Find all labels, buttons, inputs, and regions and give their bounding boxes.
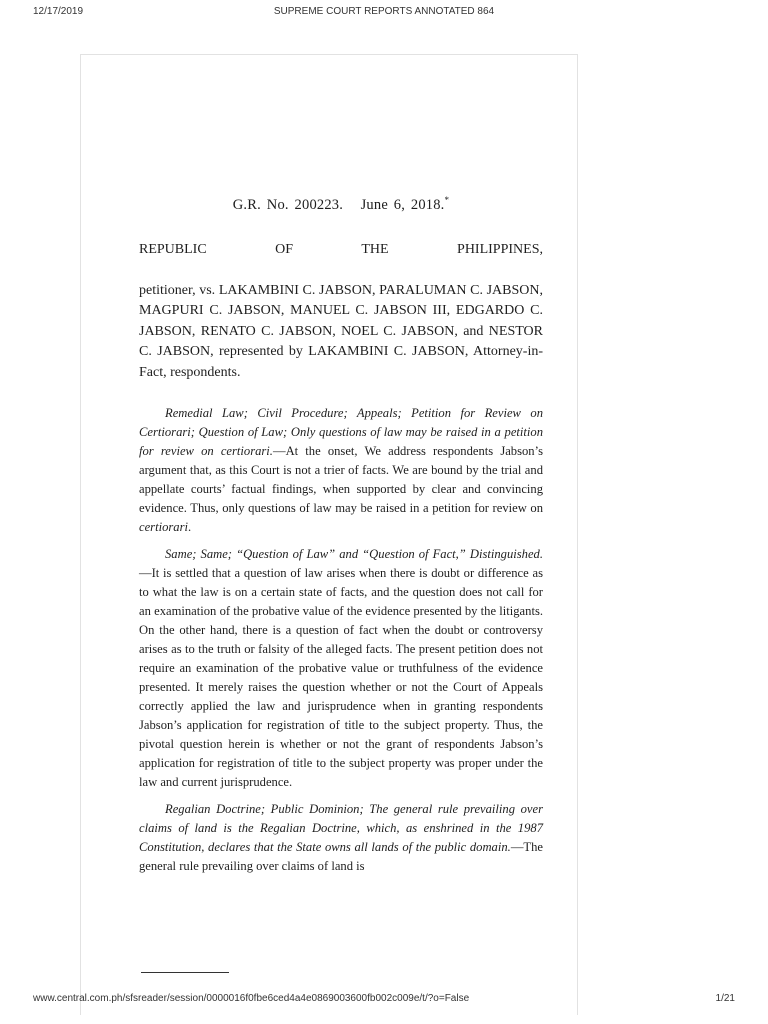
syllabus-paragraph-3 <box>139 800 543 876</box>
syllabus-body-2: —It is settled that a question of law arises when there is doubt or difference as to what the law is on a certain state of facts, and the question does not call for an examination of the probative value of the evidence presented by the litigants. On the other hand, there is a question of fact when the doubt or controversy arises as to the truth or falsity of the alleged facts. The present petition does not require an examination of the probative value or truthfulness of the evidence presented. It merely raises the question whether or not the Court of Appeals correctly applied the law and jurisprudence when in granting respondents Jabson’s application for registration of title to the subject property. Thus, the pivotal question herein is whether or not the grant of respondents Jabson’s application for registration of title to the subject property was proper under the law and current jurisprudence. <box>139 566 543 790</box>
parties-block <box>139 281 543 384</box>
gr-number: G.R. No. 200223. <box>232 196 344 213</box>
print-url[interactable]: www.central.com.ph/sfsreader/session/0000016f0fbe6ced4a4e0869003600fb002c009e/t/?o=False <box>33 993 470 1004</box>
syllabus-paragraph-2 <box>139 545 543 792</box>
syllabus-body-1: —At the onset, We address respondents Jabson’s argument that, as this Court is not a trier of facts. We are bound by the trial and appellate courts’ factual findings, when supported by clear and convincing evidence. Thus, only questions of law may be raised in a petition for review on <box>139 444 544 516</box>
print-footer <box>0 993 768 1007</box>
case-title <box>139 195 543 214</box>
parties-text: petitioner, vs. LAKAMBINI C. JABSON, PARALUMAN C. JABSON, MAGPURI C. JABSON, MANUEL C. JABSON III, EDGARDO C. JABSON, RENATO C. JABSON, NOEL C. JABSON, and NESTOR C. JABSON, represented by LAKAMBINI C. JABSON, Attorney-in-Fact, respondents. <box>139 282 543 380</box>
parties-first-line: REPUBLIC OF THE PHILIPPINES, <box>139 241 543 257</box>
footnote-mark: * <box>444 195 450 205</box>
decision-date: June 6, 2018. <box>360 196 445 213</box>
syllabus-paragraph-1: Remedial Law; Civil Procedure; Appeals; Petition for Review on Certiorari; Question of Law; Only questions of law may be raised in a petition for review on certiorari.—At the onset, We address respondents Jabson’s argument that, as this Court is not a trier of facts. We are bound by the trial and appellate courts’ factual findings, when supported by clear and convincing evidence. Thus, only questions of law may be raised in a petition for review on certiorari. <box>139 406 544 535</box>
syllabus-body-3: —The general rule prevailing over claims of land is <box>139 840 543 874</box>
syllabus-body-1-italic: certiorari <box>139 520 188 535</box>
syllabus-topic-1: Remedial Law; Civil Procedure; Appeals; Petition for Review on Certiorari; Question of Law; Only questions of law may be raised in a petition for review on certiorari. <box>139 406 543 459</box>
print-title: SUPREME COURT REPORTS ANNOTATED 864 <box>273 6 495 17</box>
document-content <box>139 195 543 884</box>
print-header <box>0 6 768 20</box>
syllabus-topic-3: Regalian Doctrine; Public Dominion; The general rule prevailing over claims of land is the Regalian Doctrine, which, as enshrined in the 1987 Constitution, declares that the State owns all lands of the public domain. <box>139 802 543 855</box>
syllabus-topic-2: Same; Same; “Question of Law” and “Question of Fact,” Distinguished. <box>165 547 543 562</box>
page-counter: 1/21 <box>715 993 735 1004</box>
document-page <box>80 54 578 1015</box>
print-date: 12/17/2019 <box>33 6 84 17</box>
footnote-divider <box>141 972 229 973</box>
